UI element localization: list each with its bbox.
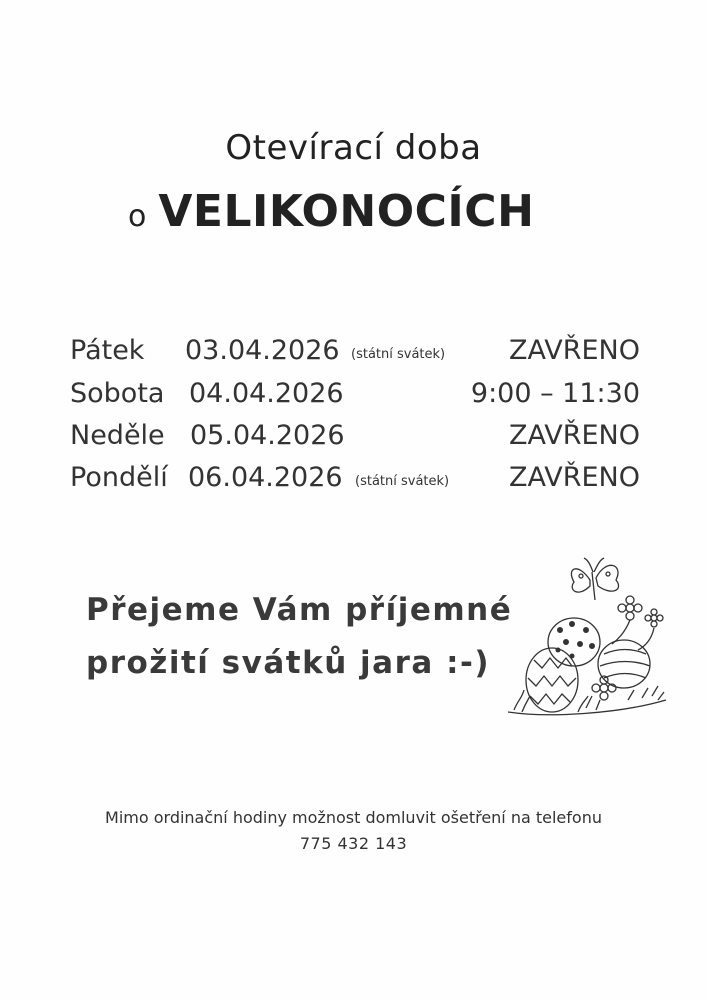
flower-icon xyxy=(592,596,663,700)
wish-line-2: prožití svátků jara :-) xyxy=(86,645,491,681)
status-value: ZAVŘENO xyxy=(509,462,640,493)
date-value: 03.04.2026 xyxy=(185,335,340,366)
title-prefix: o xyxy=(128,199,147,234)
schedule-row-saturday xyxy=(70,378,640,418)
wish-line-1: Přejeme Vám příjemné xyxy=(86,592,513,628)
day-label: Pondělí xyxy=(70,462,168,493)
butterfly-icon xyxy=(571,558,618,600)
day-label: Neděle xyxy=(70,420,165,451)
title-main: VELIKONOCÍCH xyxy=(158,186,535,237)
status-value: ZAVŘENO xyxy=(509,420,640,451)
schedule-row-monday xyxy=(70,462,640,502)
date-value: 05.04.2026 xyxy=(190,420,345,451)
status-value: ZAVŘENO xyxy=(509,335,640,366)
holiday-note: (státní svátek) xyxy=(355,474,450,489)
holiday-note: (státní svátek) xyxy=(351,347,446,362)
easter-eggs-illustration-icon xyxy=(508,550,668,725)
footer-note: Mimo ordinační hodiny možnost domluvit ošetření na telefonu xyxy=(105,808,602,827)
schedule-row-friday xyxy=(70,335,640,375)
day-label: Pátek xyxy=(70,335,145,366)
date-value: 06.04.2026 xyxy=(188,462,343,493)
schedule-row-sunday xyxy=(70,420,640,460)
footer-phone: 775 432 143 xyxy=(299,834,408,853)
date-value: 04.04.2026 xyxy=(189,378,344,409)
status-value: 9:00 – 11:30 xyxy=(470,378,640,409)
day-label: Sobota xyxy=(70,378,165,409)
title-line-2 xyxy=(128,186,534,237)
title-line-1: Otevírací doba xyxy=(225,128,482,168)
